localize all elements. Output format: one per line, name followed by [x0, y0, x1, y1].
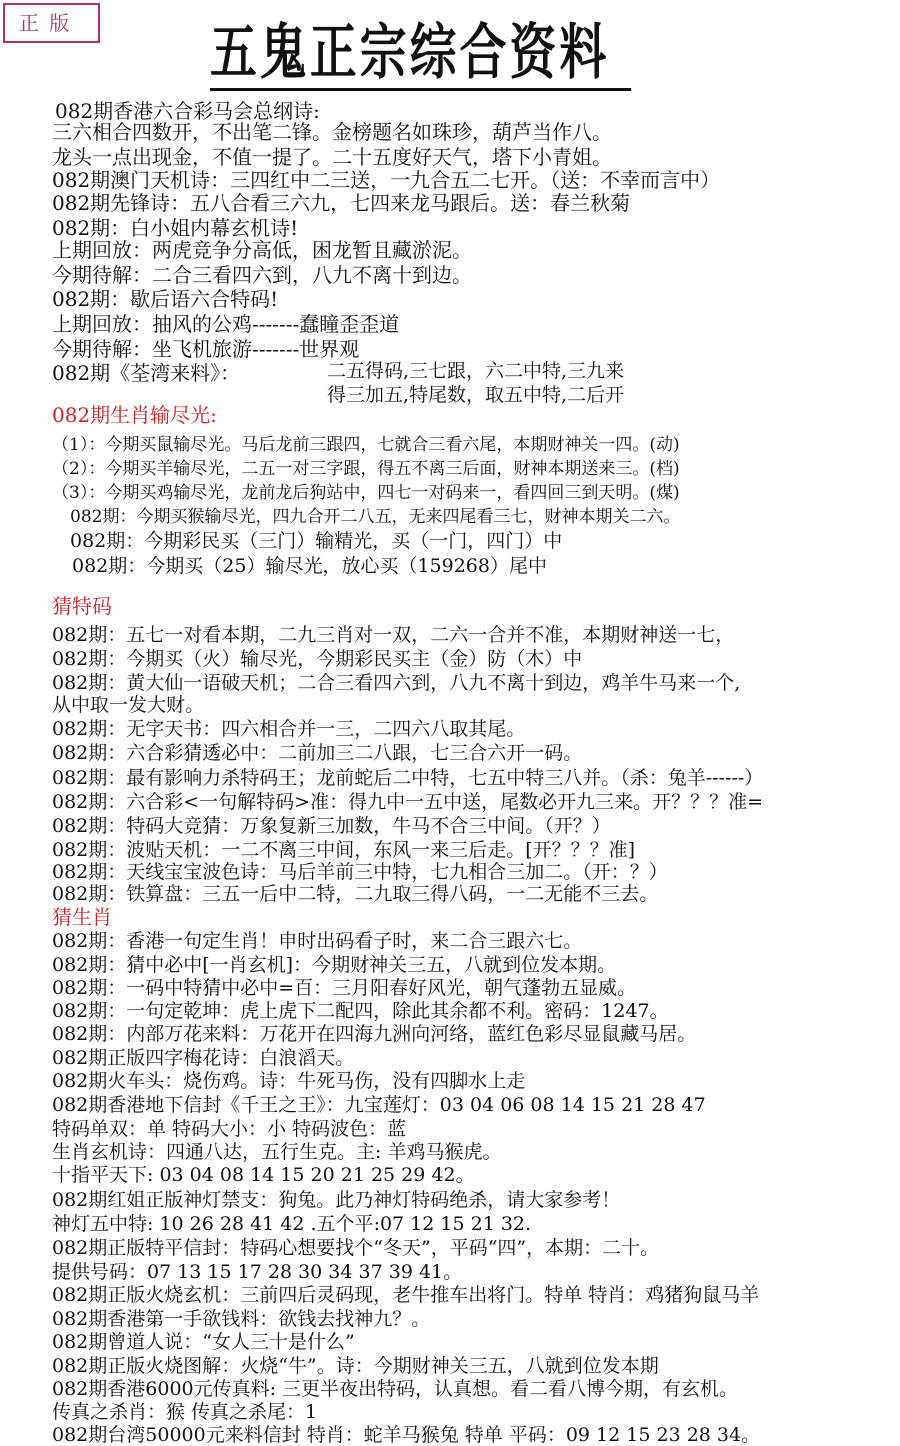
text-line: 082期香港地下信封《千王之王》：九宝莲灯：03 04 06 08 14 15 21 28 47: [52, 1094, 706, 1116]
text-line: 082期：铁算盘：三五一后中二特，二九取三得八码，一二无能不三去。: [52, 883, 659, 905]
text-line: 龙头一点出现金，不值一提了。二十五度好天气，塔下小青姐。: [52, 145, 612, 169]
text-line: 082期香港第一手欲钱料：欲钱去找神九？。: [52, 1308, 431, 1330]
text-line: 上期回放：抽风的公鸡-------蠢瞳歪歪道: [52, 312, 400, 336]
text-line: 082期：今期买（25）输尽光，放心买（159268）尾中: [72, 555, 547, 577]
text-line: 082期：猜中必中[一肖玄机]：今期财神关三五，八就到位发本期。: [52, 954, 617, 976]
text-line: 082期：黄大仙一语破天机；二合三看四六到，八九不离十到边，鸡羊牛马来一个,: [52, 672, 741, 694]
text-line: 082期正版火烧图解：火烧“牛”。诗：今期财神关三五，八就到位发本期: [52, 1355, 659, 1377]
text-line: 082期：五七一对看本期，二九三肖对一双，二六一合并不准，本期财神送一七，: [52, 624, 735, 646]
text-line: 三六相合四数开，不出笔二锋。金榜题名如珠珍，葫芦当作八。: [52, 120, 612, 144]
text-line: 082期正版特平信封：特码心想要找个“冬天”，平码“四”，本期：二十。: [52, 1237, 660, 1259]
text-line: 082期：歇后语六合特码!: [52, 287, 279, 311]
section-heading: 猜特码: [52, 594, 112, 618]
text-line: 082期：波贴天机：一二不离三中间，东风一来三后走。[开？？？准]: [52, 839, 636, 861]
text-line: 082期正版四字梅花诗：白浪滔天。: [52, 1047, 355, 1069]
text-line: 082期曾道人说：“女人三十是什么”: [52, 1331, 355, 1353]
text-line: 082期：六合彩<一句解特码>准：得九中一五中送，尾数必开九三来。开？？？准=: [52, 791, 764, 813]
text-line: 082期香港6000元传真料: 三更半夜出特码，认真想。看二看八博今期，有玄机。: [52, 1378, 739, 1400]
page-title: 五鬼正宗综合资料: [210, 18, 631, 91]
text-line: 082期《荃湾来料》：: [52, 361, 241, 385]
text-line: 上期回放：两虎竞争分高低，困龙暂且藏淤泥。: [52, 238, 472, 262]
text-line: 082期火车头：烧伤鸡。诗：牛死马伤，没有四脚水上走: [52, 1070, 526, 1092]
text-line: （2）：今期买羊输尽光，二五一对三字跟，得五不离三后面，财神本期送来三。(档): [52, 459, 680, 479]
text-line: 082期：最有影响力杀特码王；龙前蛇后二中特，七五中特三八并。（杀：兔羊------）: [52, 767, 764, 789]
text-line: 082期红姐正版神灯禁支：狗兔。此乃神灯特码绝杀，请大家参考！: [52, 1189, 621, 1211]
text-line: 今期待解：二合三看四六到，八九不离十到边。: [52, 263, 472, 287]
text-line: 神灯五中特: 10 26 28 41 42 .五个平:07 12 15 21 32.: [52, 1213, 532, 1235]
text-line: 082期：香港一句定生肖！申时出码看子时，来二合三跟六七。: [52, 930, 583, 952]
text-line: 082期：今期彩民买（三门）输精光，买（一门，四门）中: [70, 530, 563, 552]
text-line: 特码单双：单 特码大小：小 特码波色：蓝: [52, 1118, 407, 1140]
text-line: 传真之杀肖：猴 传真之杀尾：1: [52, 1401, 318, 1423]
text-line: 今期待解：坐飞机旅游-------世界观: [52, 337, 360, 361]
text-line: （3）：今期买鸡输尽光，龙前龙后狗站中，四七一对码来一，看四回三到天明。(煤): [52, 483, 680, 503]
text-line: 十指平天下: 03 04 08 14 15 20 21 25 29 42。: [52, 1164, 475, 1186]
section-heading: 猜生肖: [52, 905, 112, 929]
edition-badge: 正 版: [3, 3, 100, 43]
text-line: 082期：白小姐内幕玄机诗!: [52, 216, 299, 240]
text-line: 082期：内部万花来料：万花开在四海九洲向河络，蓝红色彩尽显鼠藏马居。: [52, 1023, 697, 1045]
text-line: 生肖玄机诗：四通八达，五行生克。主: 羊鸡马猴虎。: [52, 1141, 502, 1163]
text-line: 082期：一码中特猜中必中=百：三月阳春好风光，朝气蓬勃五显威。: [52, 977, 637, 999]
text-line: 082期澳门天机诗：三四红中二三送，一九合五二七开。（送：不幸而言中）: [52, 168, 721, 192]
text-line: 082期台湾50000元来料信封 特肖：蛇羊马猴兔 特单 平码：09 12 15 23 28 34。: [52, 1424, 761, 1446]
text-line: 二五得码,三七跟，六二中特,三九来: [327, 360, 625, 382]
text-line: 082期正版火烧玄机：三前四后灵码现，老牛推车出将门。特单 特肖：鸡猪狗鼠马羊: [52, 1284, 760, 1306]
text-line: 082期香港六合彩马会总纲诗:: [55, 99, 320, 123]
text-line: 082期：今期买（火）输尽光，今期彩民买主（金）防（木）中: [52, 648, 583, 670]
text-line: 得三加五,特尾数，取五中特,二后开: [327, 384, 625, 406]
text-line: 082期：一句定乾坤：虎上虎下二配四，除此其余都不利。密码：1247。: [52, 1000, 669, 1022]
text-line: 082期：天线宝宝波色诗：马后羊前三中特，七九相合三加二。（开：？）: [52, 861, 668, 883]
text-line: 082期：今期买猴输尽光，四九合开二八五，无来四尾看三七，财神本期关二六。: [70, 507, 681, 527]
text-line: 从中取一发大财。: [52, 694, 205, 716]
text-line: 082期先锋诗：五八合看三六九，七四来龙马跟后。送：春兰秋菊: [52, 191, 631, 215]
text-line: （1）：今期买鼠输尽光。马后龙前三跟四，七就合三看六尾，本期财神关一四。(动): [52, 435, 680, 455]
section-heading: 082期生肖输尽光:: [52, 403, 217, 427]
text-line: 082期：无字天书：四六相合并一三，二四六八取其尾。: [52, 718, 526, 740]
text-line: 082期：六合彩猜透必中：二前加三二八跟，七三合六开一码。: [52, 742, 583, 764]
text-line: 提供号码：07 13 15 17 28 30 34 37 39 41。: [52, 1261, 463, 1283]
text-line: 082期：特码大竞猜：万象复新三加数，牛马不合三中间。（开？）: [52, 815, 611, 837]
